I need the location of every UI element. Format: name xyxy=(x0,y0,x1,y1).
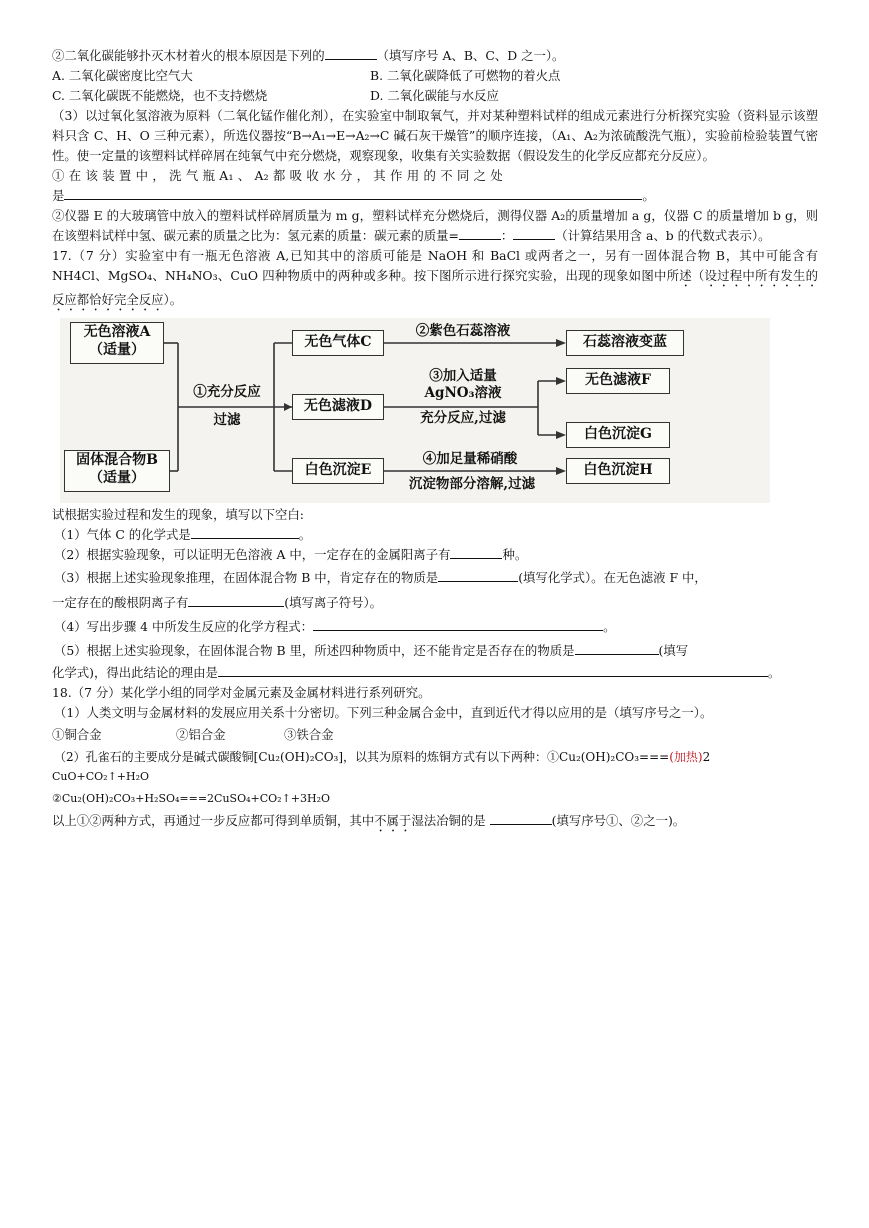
precipitate-e-box: 白色沉淀E xyxy=(292,458,384,484)
answer-blank[interactable] xyxy=(450,545,502,559)
q17-q3-tail: (填写化学式）。在无色滤液 F 中， xyxy=(518,570,707,585)
q17-stem xyxy=(52,246,818,314)
q17-q3-cont xyxy=(52,591,818,615)
q16-part3-q2-tail: （计算结果用含 a、b 的代数式表示）。 xyxy=(555,228,771,243)
solution-a-label: 无色溶液A xyxy=(83,324,151,340)
q16-part2-line xyxy=(52,46,818,66)
answer-blank[interactable] xyxy=(313,617,603,631)
step1-sublabel: 过滤 xyxy=(213,412,241,428)
q17-q5 xyxy=(52,639,818,663)
q18-q2 xyxy=(52,747,818,767)
q17-q5-cont xyxy=(52,663,818,683)
q18-q2-coef: 2 xyxy=(702,750,711,764)
precipitate-h-box: 白色沉淀H xyxy=(566,458,670,484)
q16-part3-paragraph: （3）以过氧化氢溶液为原料（二氧化锰作催化剂），在实验室中制取氧气，并对某种塑料试样的组成元素进行分析探究实验（资料显示该塑料只含 C、H、O 三种元素），所选仪器按“B→A₁→E→A₂→C 碱石灰干燥管”的顺序连接，（A₁、A₂为浓硫酸洗气瓶），实验前检验装置气密性。使一定量的该塑料试样碎屑在纯氧气中充分燃烧，观察现象，收集有关实验数据（假设发生的化学反应都充分反应）。 xyxy=(52,108,818,163)
q17-q5-text: （5）根据上述实验现象，在固体混合物 B 里，所述四种物质中，还不能肯定是否存在的物质是 xyxy=(54,643,575,658)
q18-stem: 18.（7 分）某化学小组的同学对金属元素及金属材料进行系列研究。 xyxy=(52,685,431,700)
step2-label: ②紫色石蕊溶液 xyxy=(415,323,511,339)
q16-part3-q2-text: ②仪器 E 的大玻璃管中放入的塑料试样碎屑质量为 m g，塑料试样充分燃烧后，测得仪器 A₂的质量增加 a g，仪器 C 的质量增加 b g，则在该塑料试样中氢、碳元素的质量之比为：氢元素的质量：碳元素的质量= xyxy=(52,208,818,243)
step3-reagent: AgNO₃溶液 xyxy=(424,385,502,401)
gas-c-box: 无色气体C xyxy=(292,330,384,356)
choice-aluminum-alloy: ②铝合金 xyxy=(176,727,226,742)
answer-blank[interactable] xyxy=(325,46,377,60)
q18-choices xyxy=(52,723,818,747)
step3-process: 充分反应,过滤 xyxy=(420,410,506,426)
answer-blank[interactable] xyxy=(218,663,768,677)
experiment-flowchart xyxy=(60,318,770,503)
q17-q3 xyxy=(52,565,818,591)
step1-label: ①充分反应 xyxy=(193,384,261,400)
answer-blank[interactable] xyxy=(575,641,659,655)
q18-q2-question xyxy=(52,811,818,835)
filtrate-f-box: 无色滤液F xyxy=(566,368,670,394)
choice-iron-alloy: ③铁合金 xyxy=(284,727,334,742)
q17-q2-text: （2）根据实验现象，可以证明无色溶液 A 中，一定存在的金属阳离子有 xyxy=(54,547,451,562)
q18-q2-question-mid: 湿法冶铜的是 xyxy=(411,813,486,828)
q18-q2-question-text: 以上①②两种方式，再通过一步反应都可得到单质铜，其中 xyxy=(52,813,375,828)
step4-label: ④加足量稀硝酸 xyxy=(422,451,518,467)
answer-blank[interactable] xyxy=(490,811,552,825)
q17-q1 xyxy=(52,525,818,545)
options-row-2 xyxy=(52,86,818,106)
q17-q2 xyxy=(52,545,818,565)
answer-blank[interactable] xyxy=(188,593,284,607)
answer-blank[interactable] xyxy=(191,525,299,539)
option-a: A. 二氧化碳密度比空气大 xyxy=(52,68,193,83)
q17-q4-end: 。 xyxy=(603,619,616,634)
options-row-1 xyxy=(52,66,818,86)
q16-part3-q2-colon: ： xyxy=(500,228,514,243)
solution-a-box xyxy=(70,322,164,364)
q16-part3-q2 xyxy=(52,206,818,246)
document-page xyxy=(52,46,818,835)
q18-q2-question-end: (填写序号①、②之一)。 xyxy=(551,813,686,828)
q18-q2-heat: (加热) xyxy=(669,750,703,764)
q17-stem-text: 17.（7 分）实验室中有一瓶无色溶液 A,已知其中的溶质可能是 NaOH 和 BaCl 或两者之一，另有一固体混合物 B，其中可能含有 NH4Cl、MgSO₄、NH₄NO₃、CuO 四种物质中的两种或多种。按下图所示进行探究实验，出现的现象如图中所 xyxy=(52,248,818,283)
mixture-b-amount: （适量） xyxy=(89,470,145,486)
mixture-b-box xyxy=(64,450,170,492)
q18-q2-text: （2）孔雀石的主要成分是碱式碳酸铜[Cu₂(OH)₂CO₃]，以其为原料的炼铜方式有以下两种：①Cu₂(OH)₂CO₃=== xyxy=(54,750,670,764)
step3-label: ③加入适量 xyxy=(429,368,497,384)
q17-q4-text: （4）写出步骤 4 中所发生反应的化学方程式： xyxy=(54,619,314,634)
choice-copper-alloy: ①铜合金 xyxy=(52,727,102,742)
q16-part2-tail: （填写序号 A、B、C、D 之一）。 xyxy=(376,48,565,63)
q17-q3-text: （3）根据上述实验现象推理，在固体混合物 B 中，肯定存在的物质是 xyxy=(54,570,439,585)
q17-q3-cont-text: 一定存在的酸根阴离子有 xyxy=(52,595,189,610)
q17-q5-cont-text: 化学式)，得出此结论的理由是 xyxy=(52,665,218,680)
option-d: D. 二氧化碳能与水反应 xyxy=(370,88,499,103)
answer-blank[interactable] xyxy=(64,186,642,200)
option-c: C. 二氧化碳既不能燃烧，也不支持燃烧 xyxy=(52,88,268,103)
step4-process: 沉淀物部分溶解,过滤 xyxy=(408,476,536,492)
precipitate-g-box: 白色沉淀G xyxy=(566,422,670,448)
litmus-result-box: 石蕊溶液变蓝 xyxy=(566,330,684,356)
q17-q1-text: （1）气体 C 的化学式是 xyxy=(54,527,191,542)
q17-q3-cont-end: (填写离子符号）。 xyxy=(284,595,383,610)
q17-q5-cont-end: 。 xyxy=(767,665,781,680)
answer-blank[interactable] xyxy=(459,226,501,240)
q17-stem-end: 。 xyxy=(169,292,183,307)
q18-q2-eq1-cont: CuO+CO₂↑+H₂O xyxy=(52,770,150,783)
q16-part3-q1-prefix: 是 xyxy=(52,188,65,203)
option-b: B. 二氧化碳降低了可燃物的着火点 xyxy=(370,68,561,83)
mixture-b-label: 固体混合物B xyxy=(76,452,158,468)
answer-blank[interactable] xyxy=(438,568,518,582)
q17-stem-emphasis: 述（设过程中所有发生的反应都恰好完全反应） xyxy=(52,268,818,307)
q17-intro: 试根据实验过程和发生的现象，填写以下空白: xyxy=(52,507,304,522)
q17-q1-end: 。 xyxy=(298,527,312,542)
q18-q2-emphasis: 不属于 xyxy=(374,813,412,828)
filtrate-d-box: 无色滤液D xyxy=(292,394,384,420)
q16-part2-stem: ②二氧化碳能够扑灭木材着火的根本原因是下列的 xyxy=(52,48,325,63)
q18-q2-eq2: ②Cu₂(OH)₂CO₃+H₂SO₄===2CuSO₄+CO₂↑+3H₂O xyxy=(52,792,331,805)
q17-q4 xyxy=(52,615,818,639)
q17-q5-tail: (填写 xyxy=(658,643,689,658)
q16-part3-q1-end: 。 xyxy=(642,188,655,203)
solution-a-amount: （适量） xyxy=(89,342,145,358)
answer-blank[interactable] xyxy=(513,226,555,240)
q16-part3-q1-line2 xyxy=(52,186,818,206)
q17-q2-end: 种。 xyxy=(502,547,528,562)
q16-part3-q1-line1: ① 在 该 装 置 中 ， 洗 气 瓶 A₁ 、 A₂ 都 吸 收 水 分 ， 其 作 用 的 不 同 之 处 xyxy=(52,168,504,183)
q18-q1: （1）人类文明与金属材料的发展应用关系十分密切。下列三种金属合金中，直到近代才得以应用的是（填写序号之一）。 xyxy=(54,705,713,720)
